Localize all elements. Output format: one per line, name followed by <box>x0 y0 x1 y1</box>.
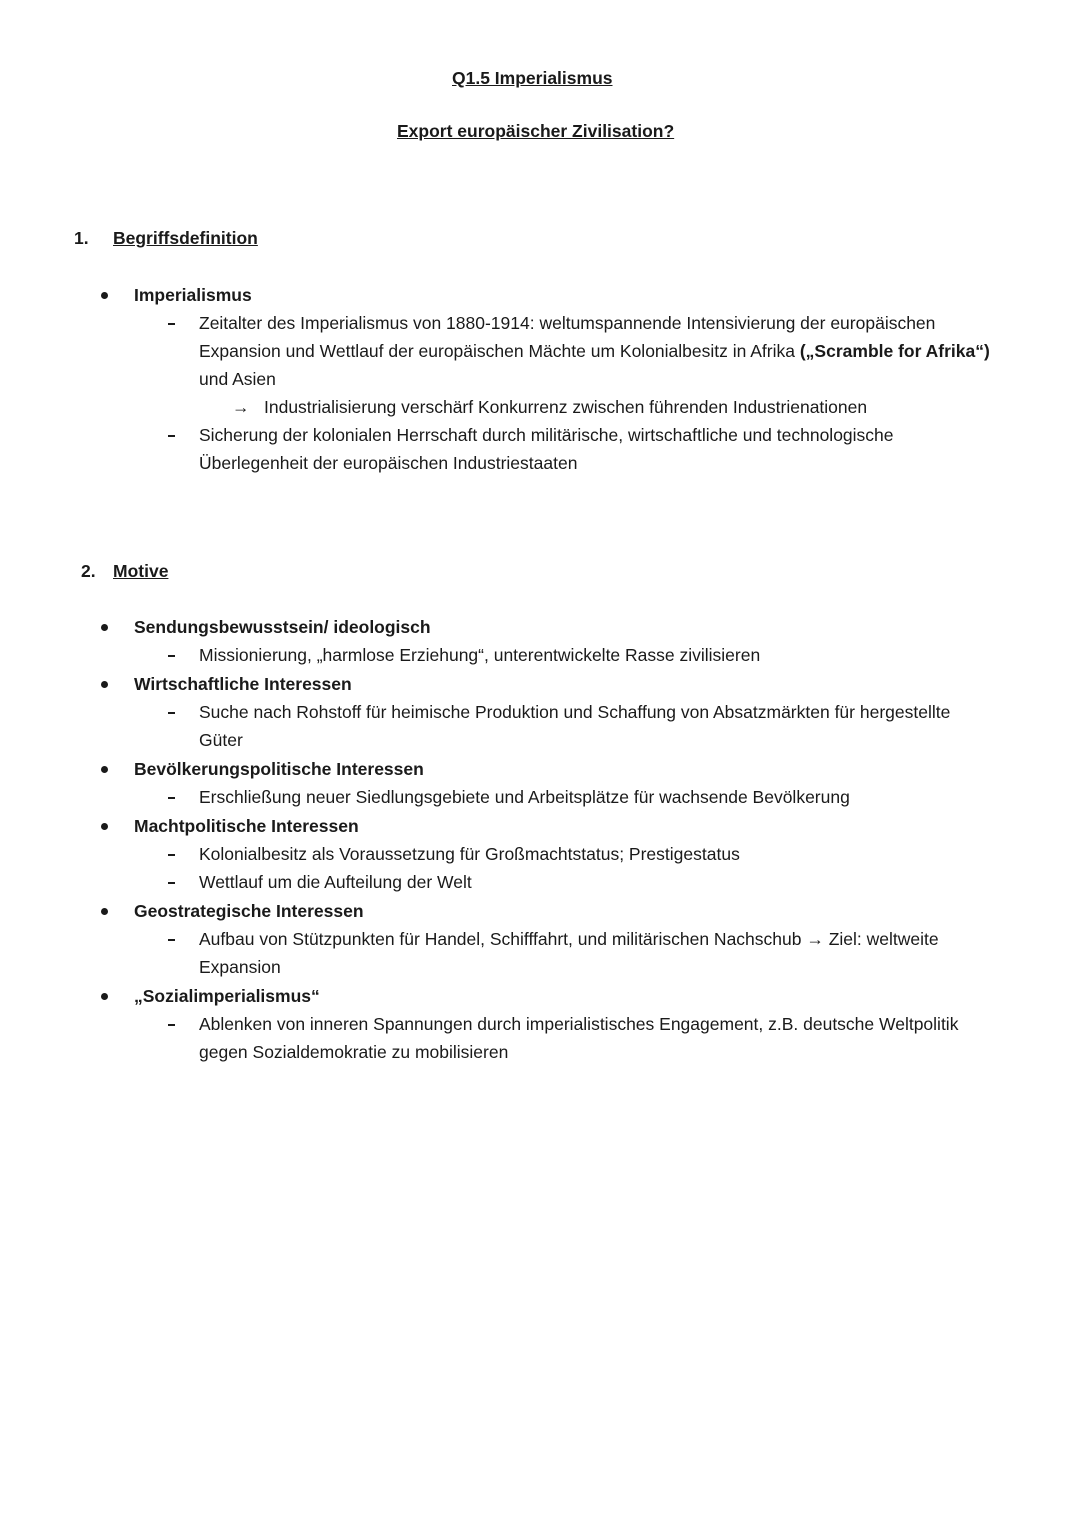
section-1-number: 1. <box>74 228 89 248</box>
definition-line <box>199 337 990 365</box>
bullet-icon <box>101 292 108 299</box>
dash-icon <box>168 854 175 856</box>
motive-text: Güter <box>199 730 243 750</box>
section-2-number: 2. <box>81 561 96 581</box>
dash-icon <box>168 712 175 714</box>
motive-text: Aufbau von Stützpunkten für Handel, Schifffahrt, und militärischen Nachschub → Ziel: weltweite <box>199 929 939 949</box>
motive-title: Wirtschaftliche Interessen <box>134 674 352 694</box>
dash-icon <box>168 939 175 941</box>
motive-title: „Sozialimperialismus“ <box>134 986 320 1006</box>
motive-text: Expansion <box>199 957 281 977</box>
motive-title: Machtpolitische Interessen <box>134 816 359 836</box>
dash-icon <box>168 435 175 437</box>
arrow-note: Industrialisierung verschärf Konkurrenz zwischen führenden Industrienationen <box>264 397 868 417</box>
motive-title: Sendungsbewusstsein/ ideologisch <box>134 617 431 637</box>
motive-text: Kolonialbesitz als Voraussetzung für Großmachtstatus; Prestigestatus <box>199 844 740 864</box>
dash-icon <box>168 1024 175 1026</box>
definition-text: Expansion und Wettlauf der europäischen Mächte um Kolonialbesitz in Afrika <box>199 341 800 361</box>
motive-text: Suche nach Rohstoff für heimische Produktion und Schaffung von Absatzmärkten für hergestellte <box>199 702 951 722</box>
motive-title: Geostrategische Interessen <box>134 901 364 921</box>
motive-text: gegen Sozialdemokratie zu mobilisieren <box>199 1042 509 1062</box>
bullet-icon <box>101 823 108 830</box>
definition-line: Zeitalter des Imperialismus von 1880-1914: weltumspannende Intensivierung der europäischen <box>199 313 936 333</box>
section-2-heading: Motive <box>113 561 169 581</box>
dash-icon <box>168 323 175 325</box>
motive-text: Missionierung, „harmlose Erziehung“, unterentwickelte Rasse zivilisieren <box>199 645 761 665</box>
bullet-icon <box>101 908 108 915</box>
definition-line: Sicherung der kolonialen Herrschaft durch militärische, wirtschaftliche und technologische <box>199 425 894 445</box>
arrow-icon: → <box>232 397 250 417</box>
motive-text: Erschließung neuer Siedlungsgebiete und Arbeitsplätze für wachsende Bevölkerung <box>199 787 850 807</box>
motive-text: Ablenken von inneren Spannungen durch imperialistisches Engagement, z.B. deutsche Weltpolitik <box>199 1014 959 1034</box>
bullet-icon <box>101 993 108 1000</box>
dash-icon <box>168 882 175 884</box>
bullet-icon <box>101 766 108 773</box>
dash-icon <box>168 797 175 799</box>
definition-line: Überlegenheit der europäischen Industriestaaten <box>199 453 578 473</box>
definition-line: und Asien <box>199 369 276 389</box>
scramble-for-afrika: („Scramble for Afrika“) <box>799 341 990 361</box>
motive-title: Bevölkerungspolitische Interessen <box>134 759 424 779</box>
bullet-icon <box>101 624 108 631</box>
motive-text: Wettlauf um die Aufteilung der Welt <box>199 872 472 892</box>
dash-icon <box>168 655 175 657</box>
bullet-icon <box>101 681 108 688</box>
page-title: Q1.5 Imperialismus <box>452 68 613 88</box>
page-subtitle: Export europäischer Zivilisation? <box>397 121 675 141</box>
section-1-heading: Begriffsdefinition <box>113 228 258 248</box>
item-title-imperialismus: Imperialismus <box>134 285 252 305</box>
